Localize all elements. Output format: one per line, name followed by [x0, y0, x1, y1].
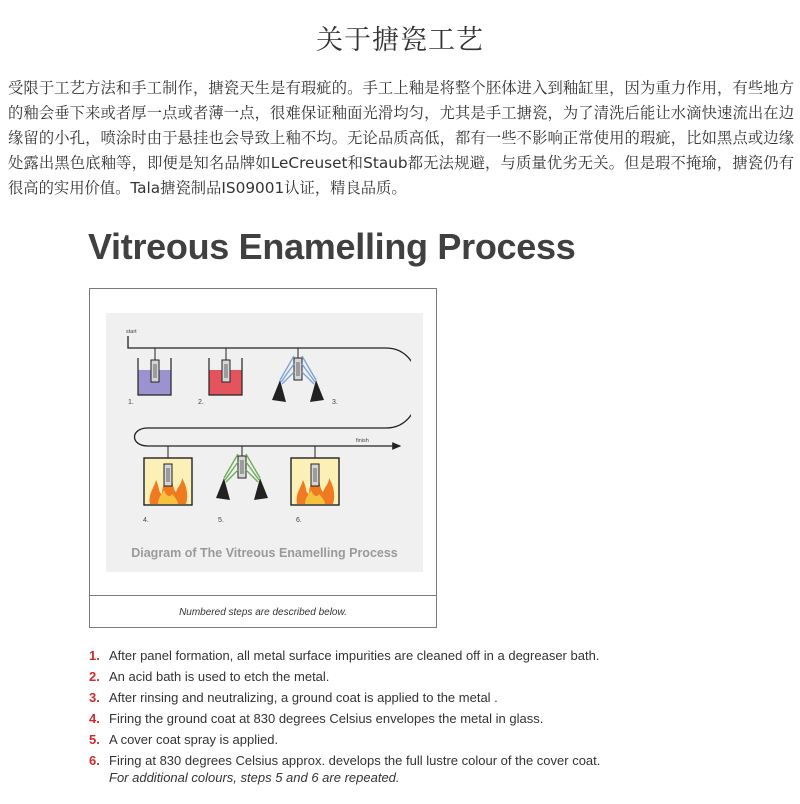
step-number: 1. [89, 648, 100, 663]
step-label-4: 4. [143, 517, 149, 524]
step-number: 5. [89, 732, 100, 747]
step-label-1: 1. [128, 399, 134, 406]
step-number: 4. [89, 711, 100, 726]
step-text: After panel formation, all metal surface impurities are cleaned off in a degreaser bath. [109, 648, 600, 663]
list-item [89, 729, 600, 750]
process-figure [89, 288, 437, 628]
spray-nozzle-icon [272, 348, 324, 402]
figure-caption: Diagram of The Vitreous Enamelling Process [131, 546, 398, 560]
step-text: After rinsing and neutralizing, a ground coat is applied to the metal . [109, 690, 498, 705]
diagram-heading: Vitreous Enamelling Process [88, 226, 576, 267]
list-item [89, 666, 600, 687]
steps-footnote: For additional colours, steps 5 and 6 are repeated. [109, 770, 400, 785]
process-steps-list [89, 645, 600, 771]
intro-paragraph: 受限于工艺方法和手工制作，搪瓷天生是有瑕疵的。手工上釉是将整个胚体进入到釉缸里，因为重力作用，有些地方的釉会垂下来或者厚一点或者薄一点，很难保证釉面光滑均匀，尤其是手工搪瓷，为了清洗后能让水滴快速流出在边缘留的小孔，喷涂时由于悬挂也会导致上釉不均。无论品质高低，都有一些不影响正常使用的瑕疵，比如黑点或边缘处露出黑色底釉等，即便是知名品牌如LeCreuset和Staub都无法规避，与质量优劣无关。但是瑕不掩瑜，搪瓷仍有很高的实用价值。Tala搪瓷制品IS09001认证，精良品质。 [8, 79, 794, 197]
degreaser-bath-icon [138, 348, 171, 395]
step-text: Firing at 830 degrees Celsius approx. develops the full lustre colour of the cover coat. [109, 753, 601, 768]
figure-panel [106, 313, 423, 572]
spray-nozzle-icon [216, 446, 268, 500]
step-number: 2. [89, 669, 100, 684]
step-label-5: 5. [218, 517, 224, 524]
page-title: 关于搪瓷工艺 [316, 25, 484, 56]
figure-note: Numbered steps are described below. [179, 607, 347, 618]
step-label-6: 6. [296, 517, 302, 524]
start-label: start [126, 329, 137, 335]
finish-label: finish [356, 438, 369, 444]
figure-divider [90, 595, 436, 596]
acid-bath-icon [209, 348, 242, 395]
step-label-2: 2. [198, 399, 204, 406]
step-text: A cover coat spray is applied. [109, 732, 279, 747]
enamelling-process-diagram [118, 318, 411, 544]
furnace-icon [291, 446, 339, 505]
step-text: Firing the ground coat at 830 degrees Celsius envelopes the metal in glass. [109, 711, 544, 726]
step-number: 3. [89, 690, 100, 705]
step-text: An acid bath is used to etch the metal. [109, 669, 330, 684]
list-item [89, 687, 600, 708]
list-item [89, 750, 600, 771]
list-item [89, 708, 600, 729]
step-label-3: 3. [332, 399, 338, 406]
step-number: 6. [89, 753, 100, 768]
furnace-icon [144, 446, 192, 505]
list-item [89, 645, 600, 666]
